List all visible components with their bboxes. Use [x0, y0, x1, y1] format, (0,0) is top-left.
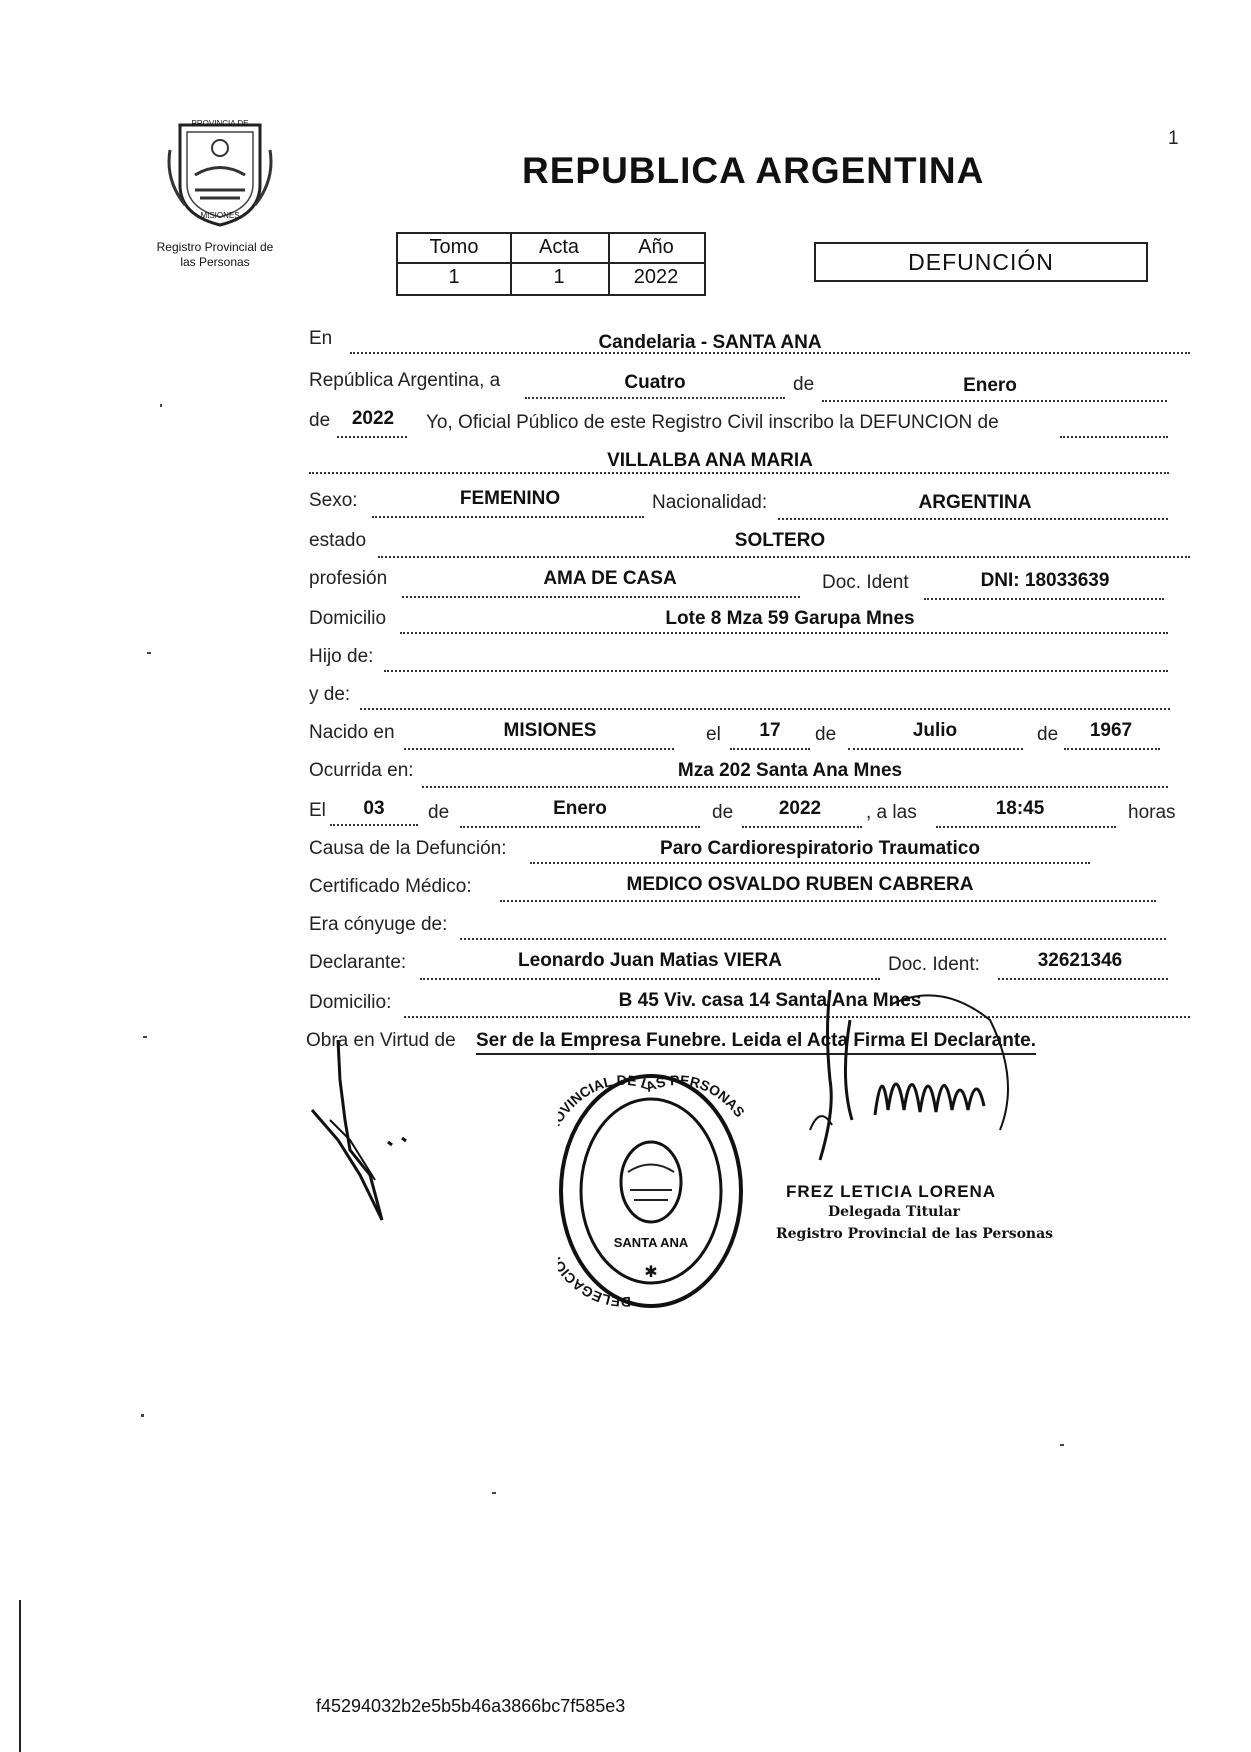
official-signature: [790, 960, 1020, 1220]
record-table: [396, 232, 706, 296]
fecha-el: El: [309, 800, 326, 821]
domicilio2-label: Domicilio:: [309, 992, 392, 1013]
fecha-hora: 18:45: [995, 798, 1045, 819]
page-title: REPUBLICA ARGENTINA: [522, 150, 985, 191]
estado-label: estado: [309, 530, 367, 551]
svg-text:✱: ✱: [644, 1262, 658, 1281]
nacionalidad-label: Nacionalidad:: [652, 492, 768, 513]
nacido-el: el: [706, 724, 721, 745]
conyuge-label: Era cónyuge de:: [309, 914, 448, 935]
year-de: de: [309, 410, 331, 431]
acta-header: Acta: [538, 236, 580, 258]
profesion-value: AMA DE CASA: [543, 568, 677, 589]
nacido-anio: 1967: [1089, 720, 1133, 741]
ocurrida-value: Mza 202 Santa Ana Mnes: [677, 760, 903, 781]
doc-ident-label: Doc. Ident: [822, 572, 909, 593]
fecha-acta-mes: Enero: [963, 375, 1017, 396]
page-number: 1: [1168, 128, 1179, 149]
declarante-value: Leonardo Juan Matias VIERA: [518, 950, 782, 971]
official-name: FREZ LETICIA LORENA: [786, 1182, 997, 1201]
nacido-label: Nacido en: [309, 722, 395, 743]
declarante-doc-label: Doc. Ident:: [888, 954, 980, 975]
crest-text-top: PROVINCIA DE: [191, 119, 249, 128]
estado-value: SOLTERO: [734, 530, 826, 551]
official-role: Delegada Titular: [828, 1204, 961, 1220]
declarante-signature: [300, 1000, 440, 1230]
sexo-label: Sexo:: [309, 490, 358, 511]
fecha-acta-label: República Argentina, a: [309, 370, 501, 391]
record-type: DEFUNCIÓN: [908, 249, 1054, 275]
year-value: 2022: [351, 408, 395, 429]
record-type-box: [814, 242, 1148, 282]
fecha-anio: 2022: [778, 798, 822, 819]
doc-ident-value: DNI: 18033639: [980, 570, 1110, 591]
fecha-horas: horas: [1128, 802, 1176, 823]
official-stamp: [558, 1072, 744, 1310]
year-text: Yo, Oficial Público de este Registro Civil inscribo la DEFUNCION de: [426, 412, 999, 433]
nacionalidad-value: ARGENTINA: [918, 492, 1032, 513]
en-label: En: [309, 328, 333, 349]
nacido-lugar: MISIONES: [503, 720, 597, 741]
fecha-acta-dia: Cuatro: [624, 372, 686, 393]
causa-label: Causa de la Defunción:: [309, 838, 507, 859]
profesion-label: profesión: [309, 568, 388, 589]
fecha-de1: de: [428, 802, 450, 823]
document-hash: f45294032b2e5b5b46a3866bc7f585e3: [316, 1696, 626, 1716]
fecha-de2: de: [712, 802, 734, 823]
nacido-mes: Julio: [912, 720, 958, 741]
en-value: Candelaria - SANTA ANA: [598, 332, 822, 353]
svg-text:SANTA ANA: SANTA ANA: [613, 1235, 689, 1250]
crest-text-bottom: MISIONES: [200, 211, 240, 220]
domicilio-label: Domicilio: [309, 608, 387, 629]
certificado-label: Certificado Médico:: [309, 876, 472, 897]
fecha-alas: , a las: [866, 802, 917, 823]
registry-line2: las Personas: [180, 255, 250, 269]
registry-line1: Registro Provincial de: [156, 240, 274, 254]
declarante-doc-value: 32621346: [1037, 950, 1123, 971]
deceased-name: VILLALBA ANA MARIA: [607, 450, 813, 471]
hijo-de-label: Hijo de:: [309, 646, 374, 667]
certificado-value: MEDICO OSVALDO RUBEN CABRERA: [626, 874, 974, 895]
domicilio2-value: B 45 Viv. casa 14 Santa Ana Mnes: [618, 990, 922, 1011]
registry-label: [130, 240, 300, 270]
nacido-dia: 17: [759, 720, 781, 741]
causa-value: Paro Cardiorespiratorio Traumatico: [660, 838, 980, 859]
tomo-value: 1: [448, 266, 460, 288]
y-de-label: y de:: [309, 684, 351, 705]
nacido-de2: de: [1037, 724, 1059, 745]
fecha-mes: Enero: [553, 798, 607, 819]
tomo-header: Tomo: [429, 236, 479, 258]
domicilio-value: Lote 8 Mza 59 Garupa Mnes: [665, 608, 915, 629]
fecha-acta-de: de: [793, 374, 815, 395]
ano-value: 2022: [633, 266, 679, 288]
svg-text:DELEGACION DEL REGISTRO PROVIN: DELEGACI VINCIAL DE LAS PERSONA: [558, 1072, 742, 1310]
sexo-value: FEMENINO: [459, 488, 561, 509]
declarante-label: Declarante:: [309, 952, 407, 973]
acta-value: 1: [553, 266, 565, 288]
fecha-dia: 03: [363, 798, 385, 819]
obra-label: Obra en Virtud de: [306, 1030, 456, 1051]
nacido-de1: de: [815, 724, 837, 745]
obra-value: Ser de la Empresa Funebre. Leida el Acta Firma El Declarante.: [476, 1030, 1036, 1055]
ocurrida-label: Ocurrida en:: [309, 760, 414, 781]
ano-header: Año: [638, 236, 674, 258]
official-office: Registro Provincial de las Personas: [776, 1226, 1054, 1242]
